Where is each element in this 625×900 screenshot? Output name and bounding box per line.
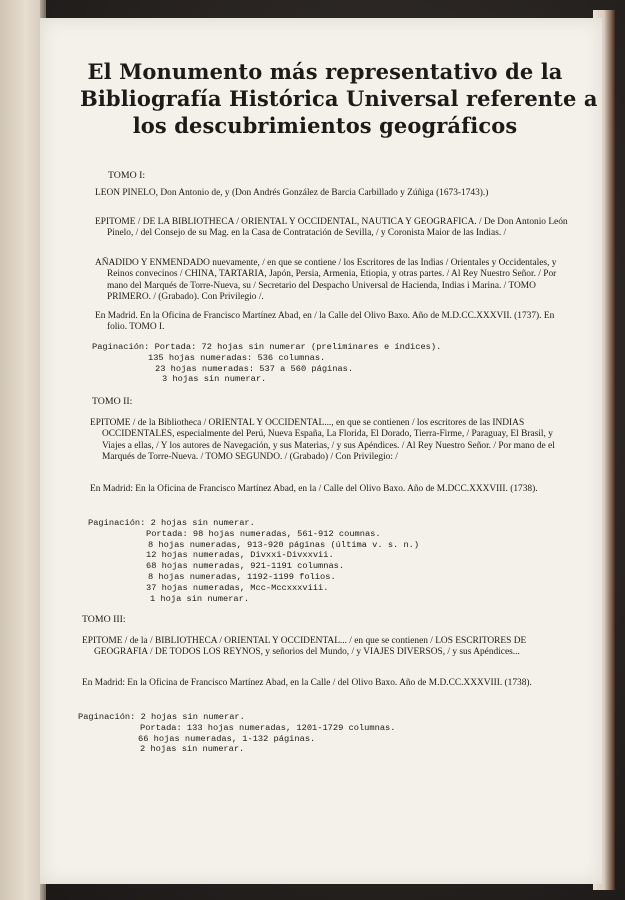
- tomo3-imprint: En Madrid: En la Oficina de Francisco Martínez Abad, en la Calle / del Olivo Baxo. Año de M.D.CC.XXXVIII. (1738).: [82, 678, 532, 688]
- tomo2-imprint: En Madrid: En la Oficina de Francisco Martínez Abad, en la / Calle del Olivo Baxo. Año de M.DCC.XXXVIII. (1738).: [90, 484, 538, 494]
- pagination-row: 8 hojas numeradas, 1192-1199 folios.: [148, 571, 336, 582]
- title-line: El Monumento más representativo de la: [87, 59, 563, 84]
- tomo1-author: LEON PINELO, Don Antonio de, y (Don Andrés González de Barcia Carbillado y Zúñiga (1673-1743).): [95, 188, 489, 198]
- pagination-row: 3 hojas sin numerar.: [162, 374, 267, 385]
- pagination-row: 135 hojas numeradas: 536 columnas.: [148, 352, 326, 363]
- tomo3-epitome: EPITOME / de la / BIBLIOTHECA / ORIENTAL Y OCCIDENTAL... / en que se contienen / LOS ESCRITORES DE GEOGRAFIA / DE TODOS LOS REYNOS, y señorios del Mundo, / y VIAJES DIVERSOS, / y sus Apéndices...: [82, 636, 527, 658]
- book-page: [40, 18, 602, 884]
- pagination-row: Portada: 98 hojas numeradas, 561-912 coumnas.: [146, 528, 381, 539]
- tomo3-heading: TOMO III:: [82, 614, 126, 625]
- title-line: los descubrimientos geográficos: [132, 113, 518, 138]
- pagination-row: 66 hojas numeradas, 1-132 páginas.: [138, 733, 316, 744]
- pagination-row: Paginación: Portada: 72 hojas sin numerar (preliminares e índices).: [92, 342, 442, 352]
- pagination-label: Paginación:: [88, 518, 146, 528]
- pagination-row: 1 hoja sin numerar.: [150, 593, 250, 604]
- tomo1-heading: TOMO I:: [108, 170, 146, 181]
- tomo2-pagination: [88, 518, 558, 604]
- pagination-row: Paginación: 2 hojas sin numerar.: [88, 518, 255, 528]
- pagination-row: 12 hojas numeradas, Divxxi-Divxxvii.: [146, 550, 334, 561]
- pagination-row: Portada: 133 hojas numeradas, 1201-1729 columnas.: [140, 722, 396, 733]
- page-title: [80, 58, 598, 139]
- title-line: Bibliografía Histórica Universal referente a: [80, 86, 598, 111]
- pagination-label: Paginación:: [78, 712, 136, 722]
- pagination-row: 23 hojas numeradas: 537 a 560 páginas.: [155, 363, 354, 374]
- pagination-row: Paginación: 2 hojas sin numerar.: [78, 712, 245, 722]
- tomo1-pagination: [92, 342, 562, 385]
- pagination-row: 8 hojas numeradas, 913-920 páginas (última v. s. n.): [148, 539, 420, 550]
- tomo3-pagination: [78, 712, 558, 755]
- pagination-row: 2 hojas sin numerar.: [140, 744, 245, 755]
- tomo1-anadido: AÑADIDO Y ENMENDADO nuevamente, / en que se contiene / los Escritores de las Indias / Orientales y Occidentales, y Reinos convecinos / CHINA, TARTARIA, Japón, Persia, Armenia, Etiopia, y otras partes. / Al Rey Nuestro Señor. / Por mano del Marqués de Torre-Nueva, su / Secretario del Despacho Universal de Hacienda, Indias i Marina. / TOMO PRIMERO. / (Grabado). Con Privilegio /.: [95, 258, 557, 303]
- pagination-row: 37 hojas numeradas, Mcc-Mccxxxviii.: [146, 582, 329, 593]
- tomo1-imprint: En Madrid. En la Oficina de Francisco Martínez Abad, en / la Calle del Olivo Baxo. Año de M.D.CC.XXXVII. (1737). En folio. TOMO I.: [95, 311, 555, 333]
- tomo1-epitome: EPITOME / DE LA BIBLIOTHECA / ORIENTAL Y OCCIDENTAL, NAUTICA Y GEOGRAFICA. / De Don Antonio León Pinelo, / del Consejo de su Mag. en la Casa de Contratación de Sevilla, / y Coronista Maior de las Indias. /: [95, 217, 568, 239]
- tomo2-heading: TOMO II:: [92, 396, 133, 407]
- pagination-label: Paginación:: [92, 342, 150, 352]
- tomo2-epitome: EPITOME / de la Bibliotheca / ORIENTAL Y OCCIDENTAL..., en que se contienen / los escritores de las INDIAS OCCIDENTALES, especialmente del Perú, Nueva España, La Florida, El Dorado, Tierra-Firme, / Paraguay, El Brasil, y Viajes a ellas, / Y los autores de Navegación, y sus Materias, / y sus Apéndices. / Al Rey Nuestro Señor. / Por mano de el Marqués de Torre-Nueva. / TOMO SEGUNDO. / (Grabado) / Con Privilegio: /: [90, 418, 555, 463]
- pagination-row: 68 hojas numeradas, 921-1191 columnas.: [146, 561, 345, 572]
